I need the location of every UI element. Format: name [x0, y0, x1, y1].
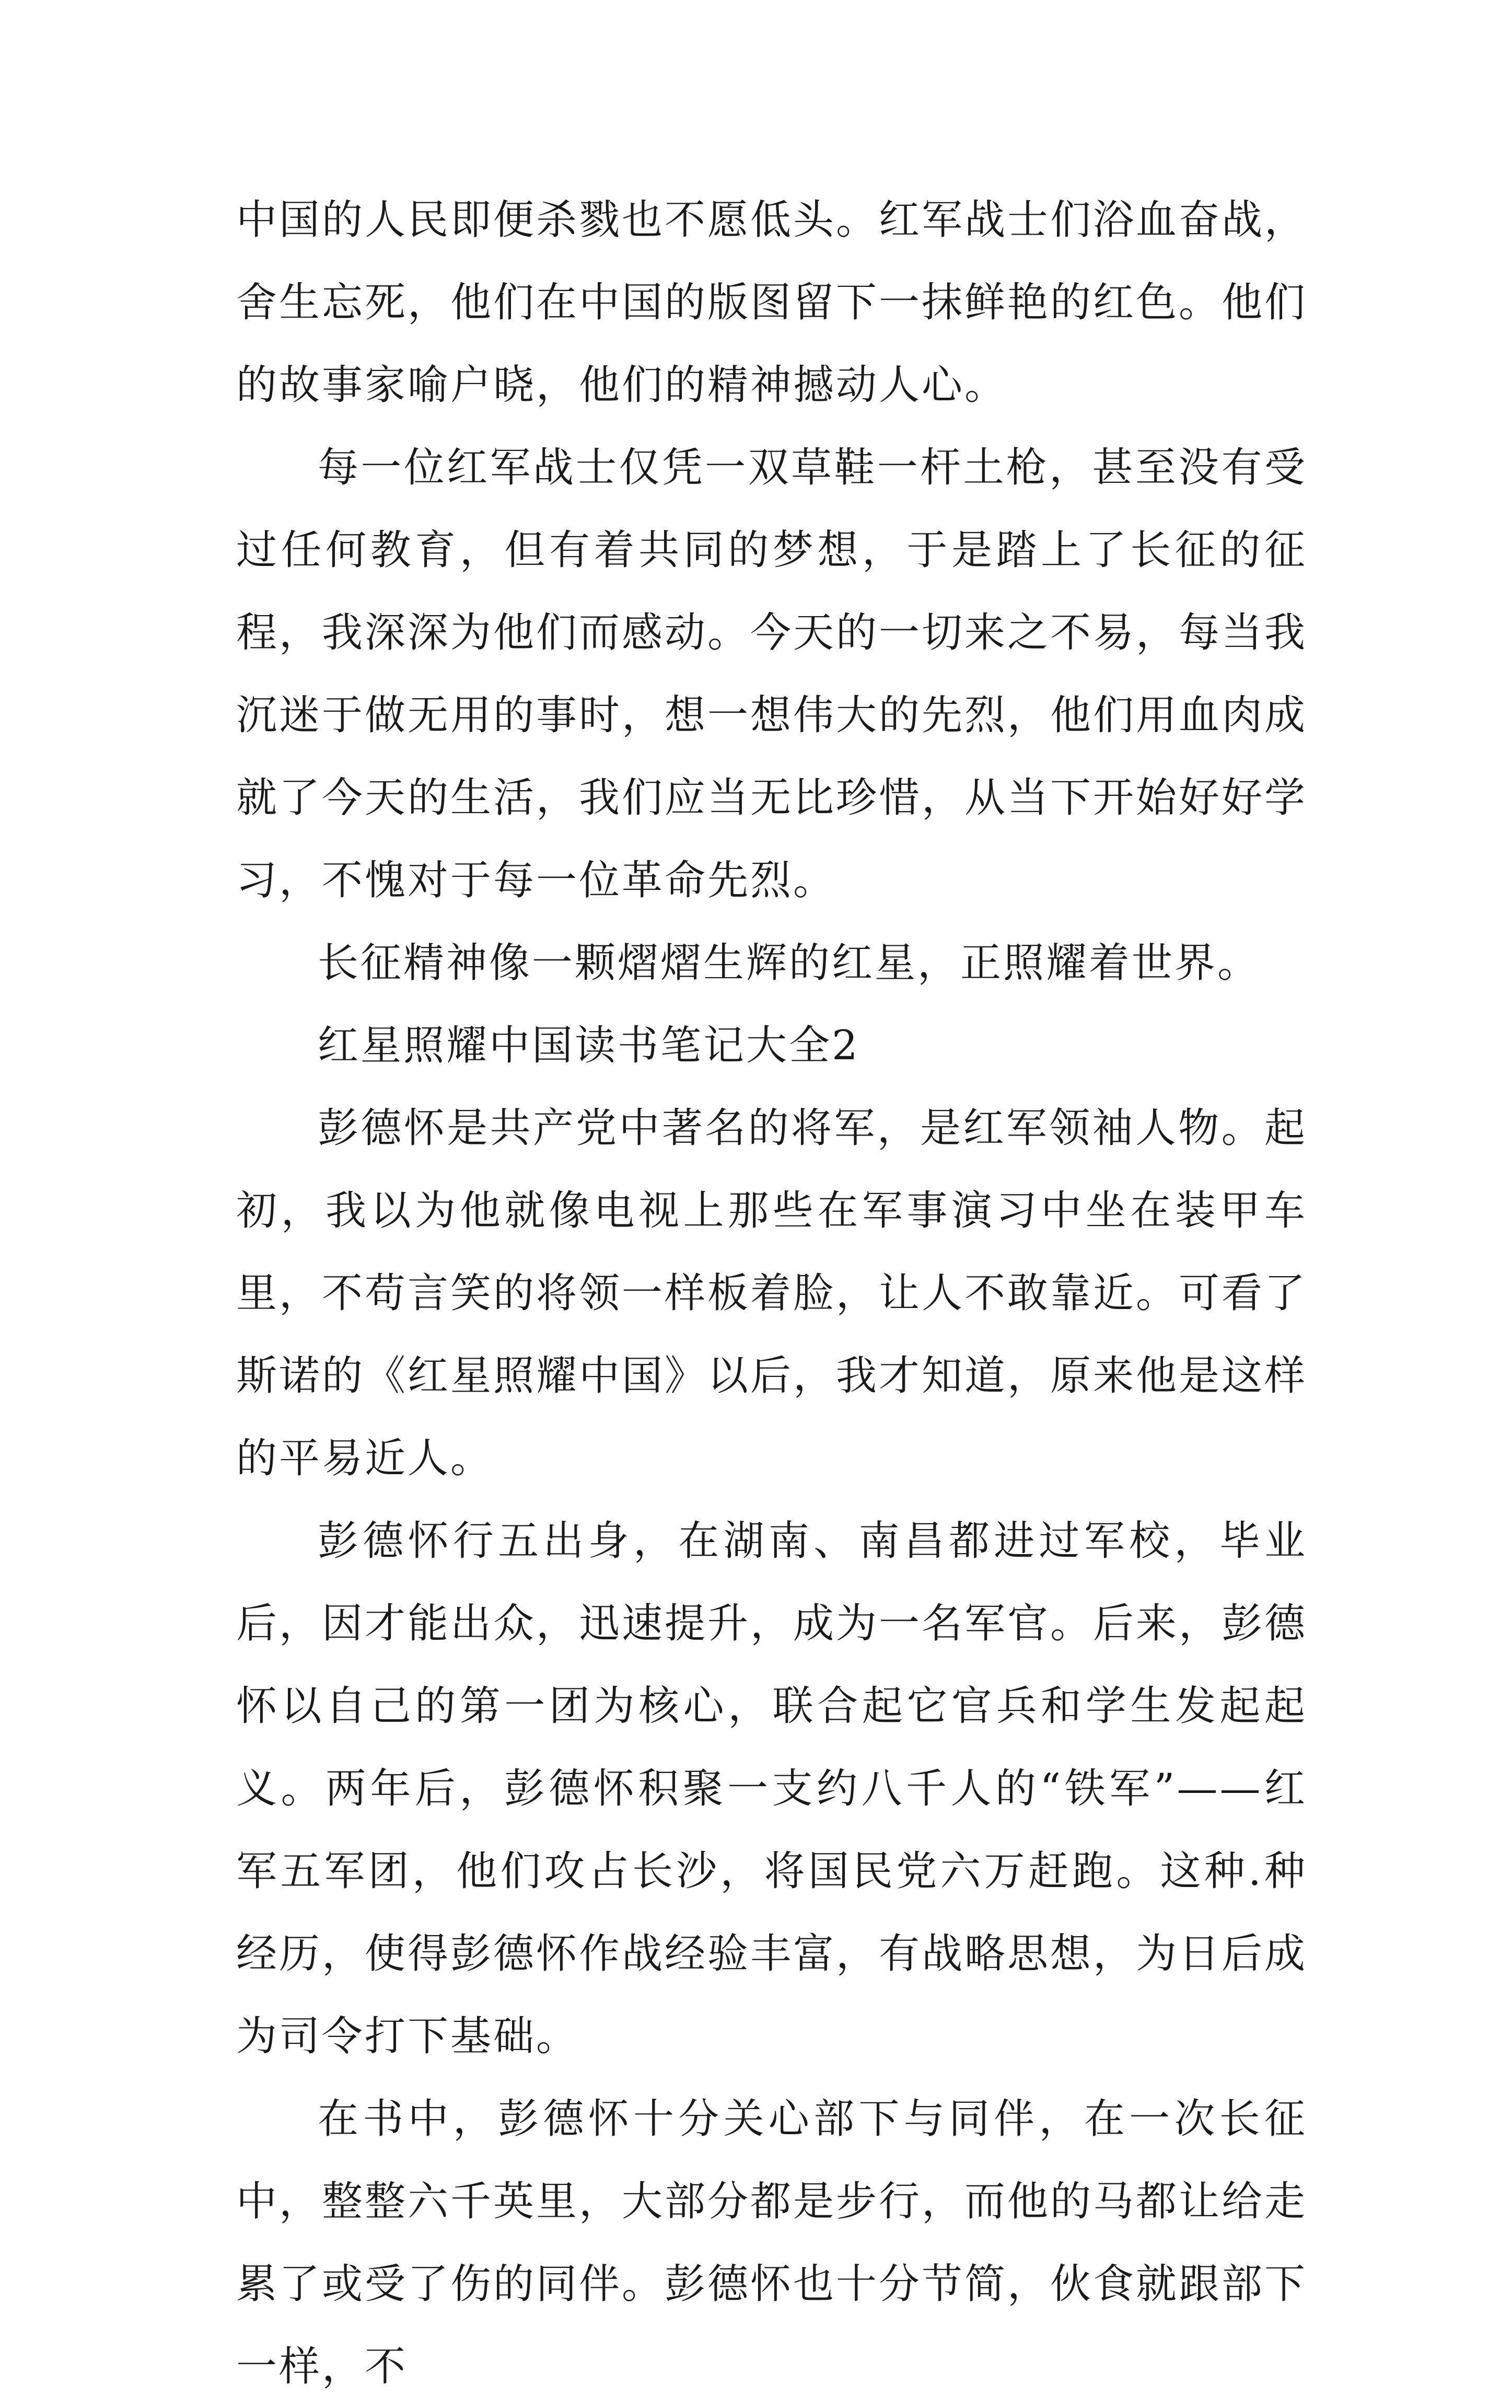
- paragraph: 彭德怀是共产党中著名的将军，是红军领袖人物。起初，我以为他就像电视上那些在军事演习中坐在装甲车里，不苟言笑的将领一样板着脸，让人不敢靠近。可看了斯诺的《红星照耀中国》以后，我才知道，原来他是这样的平易近人。: [236, 1105, 1308, 1482]
- paragraph: 在书中，彭德怀十分关心部下与同伴，在一次长征中，整整六千英里，大部分都是步行，而他的马都让给走累了或受了伤的同伴。彭德怀也十分节简，伙食就跟部下一样，不: [236, 2096, 1308, 2390]
- body-text: [236, 179, 1307, 2408]
- paragraph: 彭德怀行五出身，在湖南、南昌都进过军校，毕业后，因才能出众，迅速提升，成为一名军官。后来，彭德怀以自己的第一团为核心，联合起它官兵和学生发起起义。两年后，彭德怀积聚一支约八千人的“铁军”——红军五军团，他们攻占长沙，将国民党六万赶跑。这种.种经历，使得彭德怀作战经验丰富，有战略思想，为日后成为司令打下基础。: [236, 1518, 1308, 2060]
- paragraph: 中国的人民即便杀戮也不愿低头。红军战士们浴血奋战，舍生忘死，他们在中国的版图留下一抹鲜艳的红色。他们的故事家喻户晓，他们的精神撼动人心。: [236, 196, 1308, 409]
- paragraph: 长征精神像一颗熠熠生辉的红星，正照耀着世界。: [318, 940, 1261, 987]
- paragraph: 每一位红军战士仅凭一双草鞋一杆土枪，甚至没有受过任何教育，但有着共同的梦想，于是踏上了长征的征程，我深深为他们而感动。今天的一切来之不易，每当我沉迷于做无用的事时，想一想伟大的先烈，他们用血肉成就了今天的生活，我们应当无比珍惜，从当下开始好好学习，不愧对于每一位革命先烈。: [236, 444, 1308, 904]
- section-heading: 红星照耀中国读书笔记大全2: [318, 1022, 860, 1069]
